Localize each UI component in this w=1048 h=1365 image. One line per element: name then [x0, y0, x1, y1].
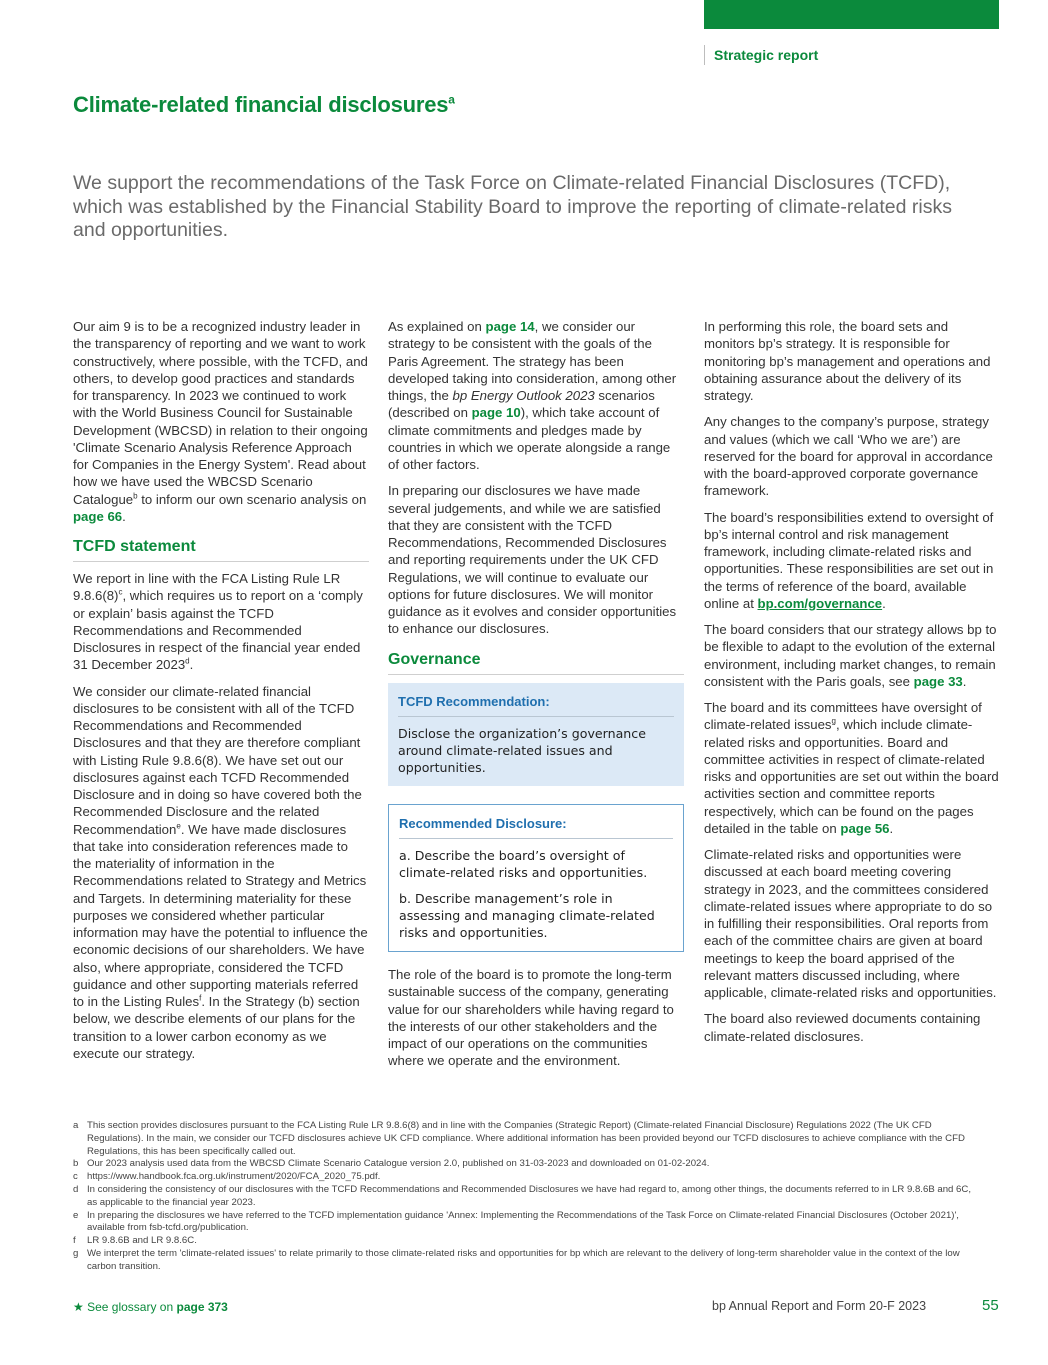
- footnote-text: https://www.handbook.fca.org.uk/instrument/2020/FCA_2020_75.pdf.: [87, 1171, 381, 1183]
- footnote-text: This section provides disclosures pursuant to the FCA Listing Rule LR 9.8.6(8) and in line with the Companies (Strategic Report) (Climate-related Financial Disclosure) Regulations 2022 (The UK CFD Regulations). In the main, we consider our TCFD disclosures achieve UK CFD compliance. Where additional information has been provided beyond our TCFD disclosures to achieve compliance with the CFD Regulations, this has been specifically called out.: [87, 1120, 965, 1157]
- page-10-link[interactable]: page 10: [471, 405, 521, 421]
- board-role-paragraph: The role of the board is to promote the long-term sustainable success of the company, generating value for our shareholders while having regard to the interests of our other stakeholders and the impact of our operations on the communities where we operate and the environment.: [388, 967, 674, 1069]
- disclosure-item-b: b. Describe management’s role in assessing and managing climate-related risks and opportunities.: [399, 891, 655, 940]
- text: The board’s responsibilities extend to oversight of bp’s internal control and risk management framework, including climate-related risks and opportunities. These responsibilities are set out in the terms of reference of the board, available online at: [704, 509, 994, 611]
- text: to inform our own scenario analysis on: [137, 491, 367, 507]
- page-number: 55: [982, 1297, 999, 1314]
- footnote-text: In considering the consistency of our disclosures with the TCFD Recommendations and Recommended Disclosures we have had regard to, among other things, the documents referred to in LR 9.8.6B and 6C, as applicable to the financial year 2023.: [87, 1183, 971, 1208]
- disclosure-item-a: a. Describe the board’s oversight of climate-related risks and opportunities.: [399, 848, 648, 880]
- footnote-letter: d: [73, 1183, 79, 1195]
- page-33-link[interactable]: page 33: [913, 673, 963, 689]
- text: scenarios (described on: [388, 388, 655, 421]
- column-3: [704, 318, 1000, 1054]
- footnote: [73, 1184, 973, 1210]
- report-name: bp Annual Report and Form 20-F 2023: [712, 1299, 927, 1313]
- text: .: [889, 820, 894, 836]
- text: We report in line with the FCA Listing Rule LR 9.8.6(8): [73, 571, 341, 604]
- text: As explained on: [388, 319, 486, 334]
- aim-paragraph: [73, 318, 369, 525]
- text: .: [962, 673, 967, 689]
- star-icon: ★: [73, 1300, 84, 1314]
- text: Our aim 9 is to be a recognized industry leader in the transparency of reporting and we want to work constructively, where possible, with the TCFD, and others, to develop good practices and standards for transparency. In 2023 we continued to work with the World Business Council for Sustainable Development (WBCSD) in relation to their ongoing 'Climate Scenario Analysis Reference Approach for Companies in the Energy System'. Read about how we have used the WBCSD Scenario Catalogue: [73, 319, 368, 507]
- recommended-disclosure-title: Recommended Disclosure:: [399, 815, 673, 839]
- footnote-letter: b: [73, 1158, 79, 1170]
- judgements-paragraph: In preparing our disclosures we have made several judgements, and while we are satisfied that they are consistent with the TCFD Recommendations, Recommended Disclosures and reporting requirements under the UK CFD Regulations, we will continue to evaluate our options for future disclosures. We will monitor guidance as it evolves and consider opportunities to enhance our disclosures.: [388, 483, 677, 637]
- footnote: [73, 1210, 973, 1236]
- text: The board considers that our strategy allows bp to be flexible to adapt to the evolution of the external environment, including market changes, to remain consistent with the Paris goals, see: [704, 622, 997, 689]
- text: .: [882, 595, 886, 611]
- board-strategy-paragraph: In performing this role, the board sets and monitors bp’s strategy. It is responsible for monitoring bp’s management and operations and obtaining assurance about the delivery of its strategy.: [704, 319, 991, 403]
- column-1: [73, 318, 369, 1071]
- text: We consider our climate-related financial disclosures to be consistent with all of the TCFD Recommendations and Recommended Disclosures and that they are therefore compliant with Listing Rule 9.8.6(8). We have set out our disclosures against each TCFD Recommended Disclosure and in doing so have covered both the Recommended Disclosure and the related Recommendation: [73, 683, 362, 837]
- title-text: Climate-related financial disclosures: [73, 92, 449, 117]
- footnote-ref[interactable]: c: [118, 587, 123, 597]
- page-56-link[interactable]: page 56: [840, 820, 890, 836]
- text: . We have made disclosures that take into consideration references made to the materiality of information in the Recommendations related to Strategy and Metrics and Targets. In determining materiality for these purposes we considered whether particular information may have the potential to influence the economic decisions of our shareholders. We have also, where appropriate, considered the TCFD guidance and other supporting materials referred to in the Listing Rules: [73, 821, 368, 1009]
- footnote: [73, 1171, 973, 1184]
- footnote-ref[interactable]: b: [133, 491, 138, 501]
- governance-link[interactable]: bp.com/governance: [757, 595, 883, 611]
- text: , which requires us to report on a ‘comply or explain’ basis against the TCFD Recommendations and Recommended Disclosures in respect of the financial year ended 31 December 2023: [73, 588, 363, 673]
- text: .: [189, 657, 194, 673]
- purpose-changes-paragraph: Any changes to the company’s purpose, strategy and values (which we call ‘Who we are’) are reserved for the board for approval in accordance with the board-approved corporate governance framework.: [704, 414, 993, 499]
- consistency-paragraph: [73, 683, 369, 1063]
- text: . In the Strategy (b) section below, we describe elements of our plans for the transition to a lower carbon economy as we execute our strategy.: [73, 994, 360, 1061]
- footnote-ref[interactable]: d: [185, 656, 190, 666]
- page-373-link[interactable]: page 373: [176, 1300, 228, 1314]
- footnote-letter: e: [73, 1209, 79, 1221]
- board-responsibilities-paragraph: [704, 509, 1000, 613]
- footnote-ref[interactable]: f: [199, 993, 202, 1003]
- energy-outlook-title: bp Energy Outlook 2023: [452, 388, 595, 403]
- board-meetings-paragraph: Climate-related risks and opportunities were discussed at each board meeting covering strategy in 2023, and the committees considered climate-related issues where appropriate to do so in fulfilling their responsibilities. Oral reports from each of the committee chairs are given at board meetings to keep the board apprised of the relevant matters discussed including, where applicable, climate-related risks and opportunities.: [704, 847, 997, 1000]
- footnote: [73, 1120, 973, 1158]
- flexibility-paragraph: [704, 621, 1000, 690]
- section-label: Strategic report: [704, 45, 818, 65]
- footnote-text: We interpret the term 'climate-related issues' to relate primarily to those climate-related risks and opportunities for bp which are relevant to the delivery of long-term shareholder value in the context of the low carbon transition.: [87, 1247, 960, 1272]
- strategy-paragraph: [388, 318, 684, 473]
- tcfd-statement-paragraph: [73, 570, 369, 674]
- tcfd-recommendation-title: TCFD Recommendation:: [398, 693, 674, 717]
- tcfd-recommendation-text: Disclose the organization’s governance around climate-related issues and opportunities.: [398, 725, 646, 775]
- text: The board and its committees have oversight of climate-related issues: [704, 700, 982, 733]
- text: , we consider our strategy to be consistent with the goals of the Paris Agreement. The strategy has been developed taking into consideration, among other things, the: [388, 319, 677, 403]
- footnote-text: Our 2023 analysis used data from the WBCSD Climate Scenario Catalogue version 2.0, published on 31-03-2023 and downloaded on 01-02-2024.: [87, 1158, 710, 1170]
- page-14-link[interactable]: page 14: [485, 319, 535, 334]
- footnote-letter: f: [73, 1235, 76, 1247]
- documents-reviewed-paragraph: The board also reviewed documents containing climate-related disclosures.: [704, 1011, 981, 1044]
- text: .: [122, 508, 126, 524]
- tcfd-recommendation-box: [388, 683, 684, 786]
- footnote-letter: a: [73, 1120, 79, 1131]
- footnote-ref[interactable]: g: [831, 716, 836, 726]
- title-footnote-ref: a: [448, 92, 455, 107]
- tcfd-statement-heading: TCFD statement: [73, 537, 369, 562]
- governance-heading: Governance: [388, 650, 684, 675]
- page-title: [73, 92, 455, 118]
- footnote-ref[interactable]: e: [176, 821, 181, 831]
- footnote-text: LR 9.8.6B and LR 9.8.6C.: [87, 1235, 197, 1247]
- footnotes: [73, 1120, 973, 1274]
- page-66-link[interactable]: page 66: [73, 508, 123, 524]
- brand-color-bar: [704, 0, 999, 29]
- text: , which include climate-related risks and opportunities. Board and committee activities in respect of climate-related risks and opportunities are set out within the board activities section and committee reports respectively, which can be found on the pages detailed in the table on: [704, 717, 999, 836]
- text: ), which take account of climate commitments and pledges made by countries in which we operate alongside a range of other factors.: [388, 405, 671, 472]
- footnote: [73, 1235, 973, 1248]
- glossary-text: See glossary on: [83, 1300, 177, 1314]
- glossary-reference: [73, 1300, 228, 1314]
- footnote-text: In preparing the disclosures we have referred to the TCFD implementation guidance 'Annex: Implementing the Recommendations of the Task Force on Climate-related Financial Disclosures (October 2021)', available from fsb-tcfd.org/publication.: [87, 1209, 959, 1234]
- committees-paragraph: [704, 699, 1000, 837]
- footnote: [73, 1158, 973, 1171]
- recommended-disclosure-box: [388, 804, 684, 952]
- column-2: [388, 318, 684, 1079]
- footnote-letter: c: [73, 1171, 78, 1183]
- footnote-letter: g: [73, 1247, 79, 1259]
- intro-paragraph: We support the recommendations of the Task Force on Climate-related Financial Disclosures (TCFD), which was established by the Financial Stability Board to improve the reporting of climate-related risks and opportunities.: [73, 172, 952, 241]
- footnote: [73, 1248, 973, 1274]
